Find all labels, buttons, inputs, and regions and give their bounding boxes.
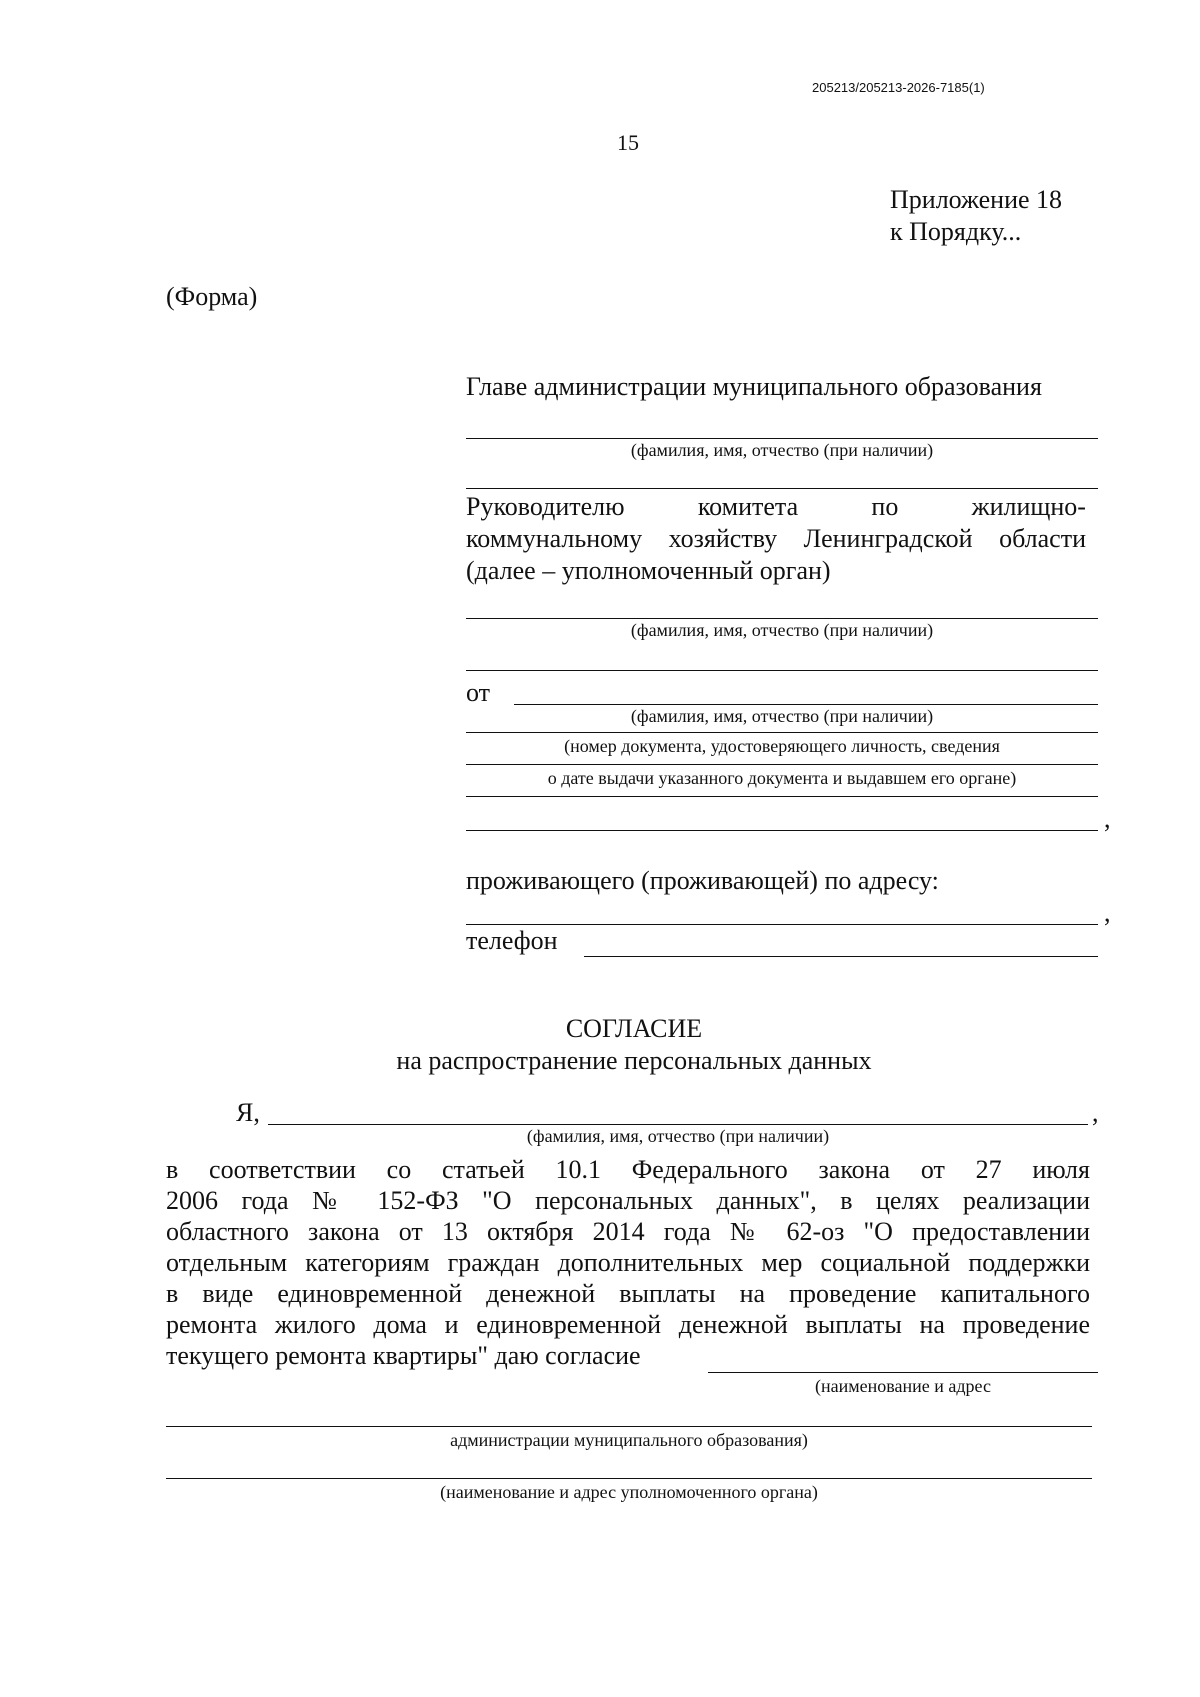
consent-title: СОГЛАСИЕ [565, 1014, 703, 1043]
id-doc-caption-2: о дате выдачи указанного документа и выдавшем его органе) [547, 768, 1017, 788]
body-last-line: текущего ремонта квартиры" даю согласие [166, 1341, 641, 1370]
comma: , [1092, 1098, 1099, 1127]
divider-line [466, 732, 1098, 733]
fio-line[interactable] [466, 438, 1098, 439]
comma: , [1104, 804, 1111, 833]
page-number: 15 [617, 130, 639, 155]
committee-line-2: коммунальному хозяйству Ленинградской области [466, 524, 1086, 553]
consent-fio-caption: (фамилия, имя, отчество (при наличии) [526, 1126, 830, 1146]
consent-admin-line[interactable] [708, 1372, 1098, 1373]
head-title: Главе администрации муниципального образования [466, 372, 1042, 401]
committee-word: по [871, 492, 899, 521]
document-id: 205213/205213-2026-7185(1) [812, 80, 985, 95]
phone-line[interactable] [584, 956, 1098, 957]
id-doc-extra-line[interactable] [466, 830, 1098, 831]
form-label: (Форма) [166, 282, 258, 311]
fio-caption: (фамилия, имя, отчество (при наличии) [630, 440, 934, 460]
id-doc-line[interactable] [466, 764, 1098, 765]
caption-admin: администрации муниципального образования) [450, 1430, 808, 1450]
admin-name-line[interactable] [166, 1426, 1092, 1427]
comma: , [1104, 898, 1111, 927]
body-line: отдельным категориям граждан дополнительных мер социальной поддержки [166, 1248, 1090, 1277]
body-line: областного закона от 13 октября 2014 года № 62-оз "О предоставлении [166, 1217, 1090, 1246]
phone-label: телефон [466, 926, 558, 955]
committee-word: жилищно- [971, 492, 1086, 521]
appendix-block [890, 184, 1062, 248]
body-line: в соответствии со статьей 10.1 Федерального закона от 27 июля [166, 1155, 1090, 1184]
divider-line [466, 796, 1098, 797]
appendix-title: Приложение 18 [890, 185, 1063, 214]
authority-fio-line-2[interactable] [466, 670, 1098, 671]
applicant-fio-caption: (фамилия, имя, отчество (при наличии) [630, 706, 934, 726]
i-label: Я, [236, 1098, 260, 1127]
authority-fio-line[interactable] [466, 618, 1098, 619]
residing-label: проживающего (проживающей) по адресу: [466, 866, 939, 895]
fio-line-2[interactable] [466, 488, 1098, 489]
applicant-fio-line[interactable] [514, 704, 1098, 705]
address-line[interactable] [466, 924, 1098, 925]
authority-name-line[interactable] [166, 1478, 1092, 1479]
appendix-reference: к Порядку... [890, 217, 1022, 246]
caption-authority: (наименование и адрес уполномоченного органа) [440, 1482, 818, 1502]
consent-fio-line[interactable] [268, 1124, 1088, 1125]
id-doc-caption-1: (номер документа, удостоверяющего личность, сведения [564, 736, 1000, 756]
caption-name-address: (наименование и адрес [815, 1376, 991, 1396]
body-line: в виде единовременной денежной выплаты на проведение капитального [166, 1279, 1090, 1308]
committee-line-3: (далее – уполномоченный орган) [466, 556, 831, 585]
committee-line-1 [466, 492, 1086, 522]
committee-word: комитета [697, 492, 799, 521]
body-line: ремонта жилого дома и единовременной денежной выплаты на проведение [166, 1310, 1090, 1339]
consent-body [166, 1154, 1090, 1371]
committee-word: Руководителю [466, 492, 625, 521]
from-label: от [466, 678, 491, 707]
authority-fio-caption: (фамилия, имя, отчество (при наличии) [630, 620, 934, 640]
consent-subtitle: на распространение персональных данных [396, 1046, 872, 1075]
body-line: 2006 года № 152-ФЗ "О персональных данных", в целях реализации [166, 1186, 1090, 1215]
